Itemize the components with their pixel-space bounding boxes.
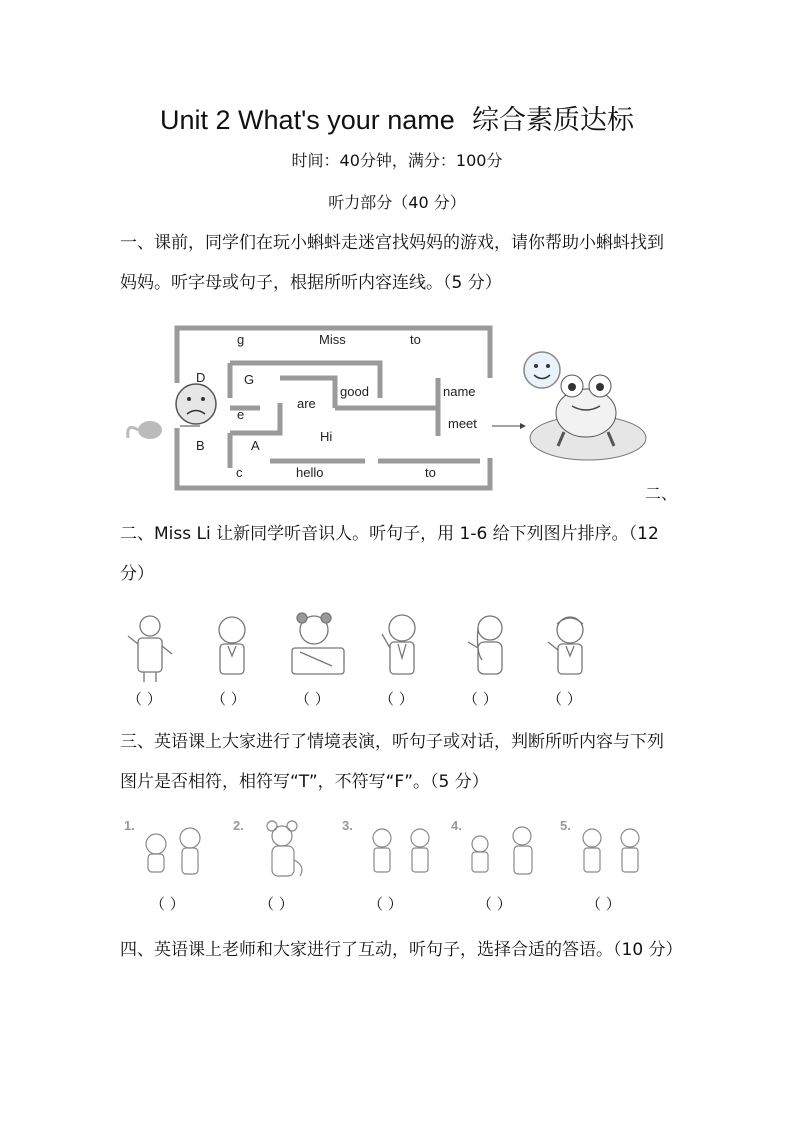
question-3-blanks bbox=[0, 893, 794, 915]
item-number: 3. bbox=[342, 818, 353, 833]
maze-label: B bbox=[196, 438, 205, 453]
question-2-blanks bbox=[0, 688, 794, 710]
panda-and-cat-icon bbox=[146, 828, 200, 874]
page-title: Unit 2 What's your name 综合素质达标 bbox=[160, 105, 634, 136]
boy-and-woman-icon bbox=[472, 827, 532, 874]
maze-label: Miss bbox=[319, 332, 346, 347]
maze-label: are bbox=[297, 396, 316, 411]
question-4-text: 四、英语课上老师和大家进行了互动，听句子，选择合适的答语。（10 分） bbox=[120, 940, 683, 960]
two-kids-icon bbox=[583, 829, 639, 872]
answer-blank[interactable]: （ ） bbox=[368, 895, 403, 913]
boy-and-girl-icon bbox=[373, 829, 429, 872]
time-info: 时间：40分钟，满分：100分 bbox=[291, 151, 503, 170]
maze-label: g bbox=[237, 332, 245, 347]
maze-label: G bbox=[244, 372, 255, 387]
stray-mark: 二、 bbox=[645, 484, 678, 503]
maze-figure bbox=[120, 318, 680, 498]
maze-label: good bbox=[340, 384, 369, 399]
answer-blank[interactable]: （ ） bbox=[379, 690, 414, 708]
question-3-pictures bbox=[140, 820, 660, 884]
section-heading: 听力部分（40 分） bbox=[328, 193, 466, 212]
maze-label: c bbox=[236, 465, 243, 480]
maze-label: hello bbox=[296, 465, 324, 480]
answer-blank[interactable]: （ ） bbox=[150, 895, 185, 913]
maze-label: name bbox=[443, 384, 476, 399]
panda-icon bbox=[292, 613, 344, 674]
maze-label: A bbox=[251, 438, 260, 453]
woman-icon bbox=[468, 616, 502, 674]
answer-blank[interactable]: （ ） bbox=[547, 690, 582, 708]
man-teacher-icon bbox=[128, 616, 172, 682]
question-2-pictures bbox=[120, 612, 620, 684]
item-number: 2. bbox=[233, 818, 244, 833]
answer-blank[interactable]: （ ） bbox=[463, 690, 498, 708]
boy-icon bbox=[219, 617, 245, 674]
maze-label: D bbox=[196, 370, 206, 385]
boy-waving-icon bbox=[382, 615, 415, 674]
item-number: 1. bbox=[124, 818, 135, 833]
mouse-icon bbox=[267, 821, 302, 876]
answer-blank[interactable]: （ ） bbox=[586, 895, 621, 913]
answer-blank[interactable]: （ ） bbox=[295, 690, 330, 708]
answer-blank[interactable]: （ ） bbox=[211, 690, 246, 708]
answer-blank[interactable]: （ ） bbox=[259, 895, 294, 913]
maze-label: e bbox=[237, 407, 245, 422]
item-number: 4. bbox=[451, 818, 462, 833]
answer-blank[interactable]: （ ） bbox=[477, 895, 512, 913]
maze-label: Hi bbox=[320, 429, 333, 444]
maze-label: meet bbox=[448, 416, 477, 431]
maze-label: to bbox=[425, 465, 436, 480]
item-number: 5. bbox=[560, 818, 571, 833]
question-3-text: 三、英语课上大家进行了情境表演，听句子或对话，判断所听内容与下列图片是否相符，相符写“T”，不符写“F”。（5 分） bbox=[120, 732, 664, 792]
maze-drawing bbox=[120, 318, 680, 498]
maze-label: to bbox=[410, 332, 421, 347]
question-2-text: 二、Miss Li 让新同学听音识人。听句子，用 1-6 给下列图片排序。（12 分） bbox=[120, 524, 659, 584]
tadpole-icon bbox=[128, 421, 162, 439]
girl-icon bbox=[548, 617, 583, 674]
question-1-text: 一、课前，同学们在玩小蝌蚪走迷宫找妈妈的游戏，请你帮助小蝌蚪找到妈妈。听字母或句子，根据所听内容连线。（5 分） bbox=[120, 233, 664, 293]
smiley-face-icon bbox=[524, 352, 560, 388]
sad-face-icon bbox=[176, 384, 216, 424]
answer-blank[interactable]: （ ） bbox=[127, 690, 162, 708]
